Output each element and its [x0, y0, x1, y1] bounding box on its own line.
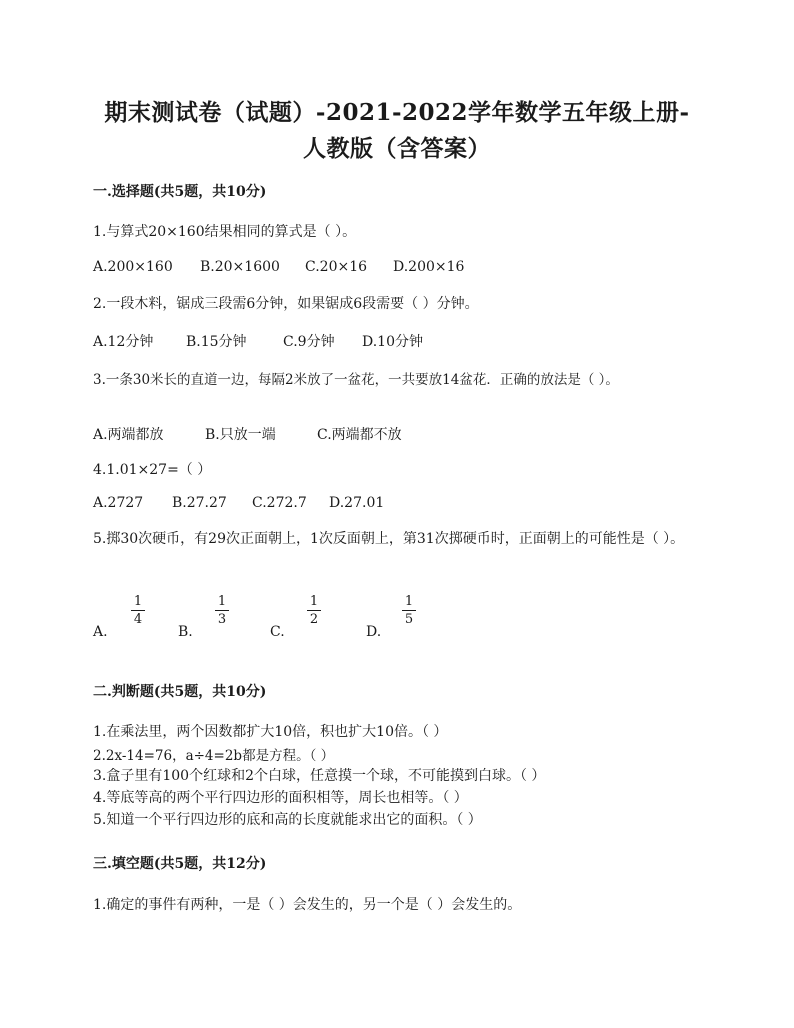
- section-heading-choice: 一.选择题(共5题，共10分): [93, 184, 267, 200]
- fraction-bar: [131, 610, 145, 611]
- q4-option-d: D.27.01: [329, 495, 385, 511]
- q5-option-d-fraction: [402, 594, 416, 627]
- section-heading-fill-blank: 三.填空题(共5题，共12分): [93, 856, 267, 872]
- fraction-numerator: 1: [133, 594, 143, 609]
- question-5-text: 5.掷30次硬币，有29次正面朝上，1次反面朝上，第31次掷硬币时，正面朝上的可能性是（ ）。: [93, 531, 685, 547]
- section-heading-judgement: 二.判断题(共5题，共10分): [93, 684, 267, 700]
- fraction-denominator: 5: [404, 612, 414, 627]
- judgement-item-1: 1.在乘法里，两个因数都扩大10倍，积也扩大10倍。（ ）: [93, 724, 448, 740]
- judgement-item-4: 4.等底等高的两个平行四边形的面积相等，周长也相等。（ ）: [93, 790, 468, 806]
- q5-option-c-label: C.: [270, 624, 285, 640]
- fraction-denominator: 2: [309, 612, 319, 627]
- q5-option-b-fraction: [215, 594, 229, 627]
- question-4-text: 4.1.01×27=（ ）: [93, 462, 212, 478]
- fraction-bar: [307, 610, 321, 611]
- q1-option-c: C.20×16: [305, 259, 368, 275]
- q5-option-a-label: A.: [93, 624, 108, 640]
- q2-option-b: B.15分钟: [186, 334, 247, 350]
- q4-option-c: C.272.7: [252, 495, 307, 511]
- question-2-text: 2.一段木料，锯成三段需6分钟，如果锯成6段需要（ ）分钟。: [93, 296, 479, 312]
- fraction-denominator: 3: [217, 612, 227, 627]
- q3-option-b: B.只放一端: [205, 427, 276, 443]
- q3-option-c: C.两端都不放: [317, 427, 402, 443]
- q5-option-b-label: B.: [178, 624, 193, 640]
- fraction-numerator: 1: [217, 594, 227, 609]
- fill-blank-question-1: 1.确定的事件有两种，一是（ ）会发生的，另一个是（ ）会发生的。: [93, 897, 522, 913]
- page-title-line1: 期末测试卷（试题）-2021-2022学年数学五年级上册-: [104, 99, 690, 126]
- fraction-numerator: 1: [404, 594, 414, 609]
- question-3-text: 3.一条30米长的直道一边，每隔2米放了一盆花，一共要放14盆花．正确的放法是（ ）。: [93, 372, 619, 388]
- q4-option-b: B.27.27: [172, 495, 227, 511]
- page-title-line2: 人教版（含答案）: [303, 135, 491, 162]
- q2-option-c: C.9分钟: [283, 334, 335, 350]
- q2-option-a: A.12分钟: [93, 334, 154, 350]
- judgement-item-2: 2.2x-14=76，a÷4=2b都是方程。（ ）: [93, 748, 335, 764]
- q2-option-d: D.10分钟: [362, 334, 423, 350]
- q1-option-d: D.200×16: [393, 259, 465, 275]
- q1-option-b: B.20×1600: [200, 259, 280, 275]
- judgement-item-5: 5.知道一个平行四边形的底和高的长度就能求出它的面积。（ ）: [93, 812, 482, 828]
- fraction-bar: [402, 610, 416, 611]
- q5-option-a-fraction: [131, 594, 145, 627]
- q5-option-c-fraction: [307, 594, 321, 627]
- q3-option-a: A.两端都放: [93, 427, 164, 443]
- q5-option-d-label: D.: [366, 624, 382, 640]
- fraction-numerator: 1: [309, 594, 319, 609]
- q1-option-a: A.200×160: [93, 259, 173, 275]
- judgement-item-3: 3.盒子里有100个红球和2个白球，任意摸一个球，不可能摸到白球。（ ）: [93, 768, 546, 784]
- fraction-bar: [215, 610, 229, 611]
- q4-option-a: A.2727: [93, 495, 144, 511]
- question-1-text: 1.与算式20×160结果相同的算式是（ ）。: [93, 224, 357, 240]
- fraction-denominator: 4: [133, 612, 143, 627]
